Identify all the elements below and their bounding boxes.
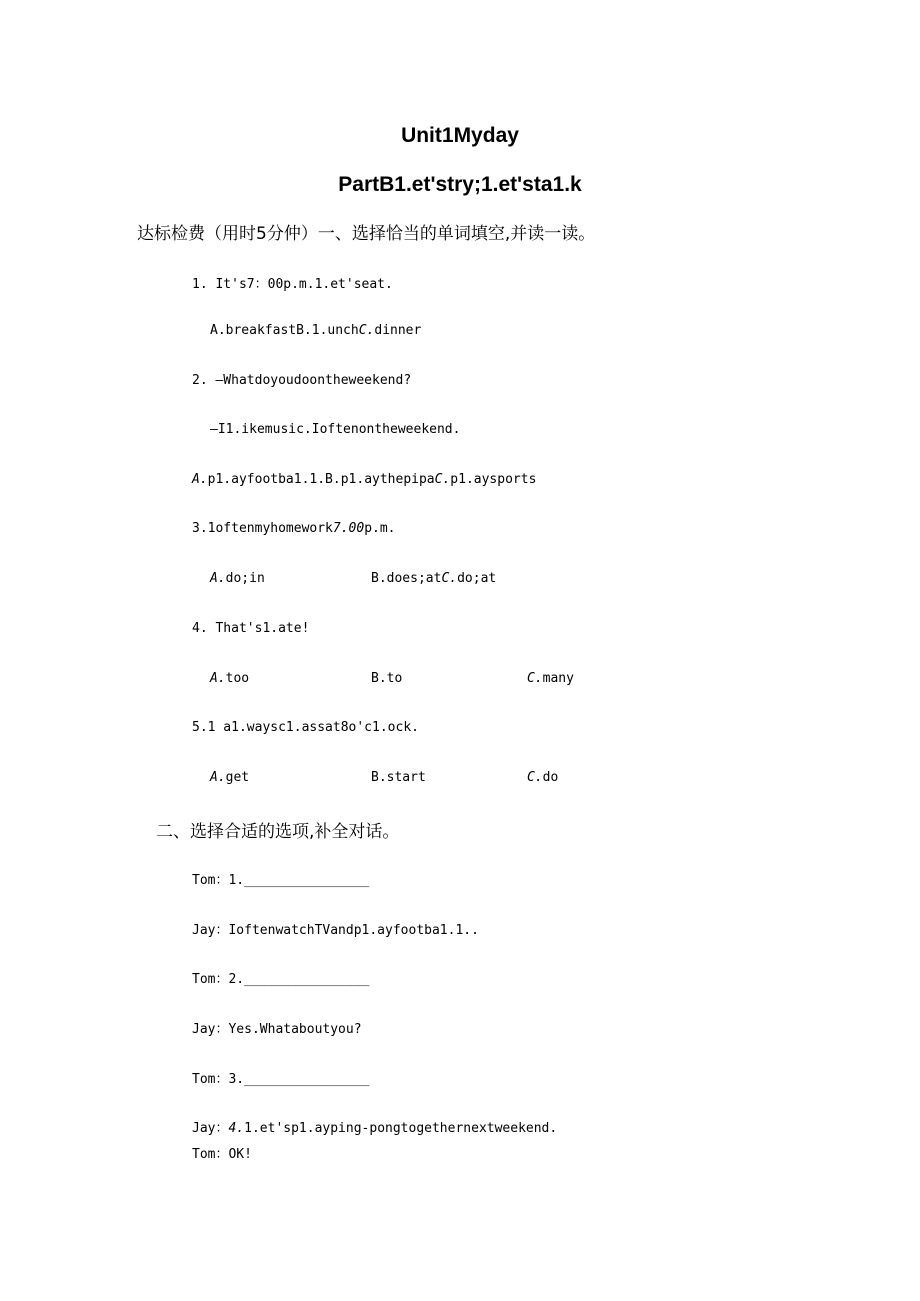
dialogue-line-1: Tom：1.________________ [192,873,370,888]
unit-title: Unit1Myday [401,124,519,147]
dialogue-line-3: Tom：2.________________ [192,972,370,987]
question-1-stem: 1. It's7：00p.m.1.et'seat. [192,277,393,292]
question-1-options-ab: A.breakfastB.1.unch [210,323,359,338]
question-3-stem-text: 3.1oftenmyhomework [192,521,333,536]
question-3-stem [192,521,396,536]
dialogue-line-6 [192,1117,557,1136]
option-c-text: many [542,671,574,686]
question-5-stem: 5.1 a1.waysc1.assat8o'c1.ock. [192,720,419,735]
question-4-stem: 4. That's1.ate! [192,621,310,636]
question-1-options [210,323,421,338]
dialogue-line-6-number: 4. [228,1121,245,1136]
option-a-text: do;in [225,571,265,586]
part-title: PartB1.et'stry;1.et'sta1.k [338,173,582,196]
question-4-option-b: B.to [371,671,403,686]
question-5-option-b: B.start [371,770,426,785]
dialogue-line-4: Jay：Yes.Whataboutyou? [192,1022,362,1037]
question-5-option-c [527,770,558,785]
dialogue-line-2: Jay：IoftenwatchTVandp1.ayfootba1.1.. [192,923,479,938]
option-a-text: too [225,671,250,686]
question-2-response: —I1.ikemusic.Ioftenontheweekend. [210,422,461,437]
option-c-letter: C. [527,671,543,686]
question-2-stem: 2. —Whatdoyoudoontheweekend? [192,373,412,388]
option-a-letter: A. [210,571,226,586]
option-c-letter: C. [527,770,543,785]
option-c-text: p1.aysports [450,472,537,487]
question-3-time: 7.00 [332,521,365,536]
option-a-letter: A. [210,671,226,686]
option-b-text: B.does;at [371,571,442,586]
section1-heading: 达标检费（用时5分仲）一、选择恰当的单词填空,并读一读。 [137,224,596,244]
dialogue-line-6-text: 1.et'sp1.ayping-pongtogethernextweekend. [244,1121,558,1136]
option-c-text: dinner [374,323,422,338]
option-ab-text: p1.ayfootba1.1.B.p1.aythepipa [207,472,435,487]
option-c-text: do;at [457,571,497,586]
question-4-option-a [210,671,249,686]
dialogue-line-5: Tom：3.________________ [192,1072,370,1087]
option-a-letter: A. [210,770,226,785]
dialogue-line-6-speaker: Jay： [192,1121,229,1136]
question-2-options [192,472,536,487]
section2-heading: 二、选择合适的选项,补全对话。 [156,822,400,842]
question-4-option-c [527,671,574,686]
option-c-text: do [542,770,559,785]
question-3-option-bc [371,571,496,586]
option-a-letter: A. [192,472,208,487]
question-3-option-a [210,571,265,586]
dialogue-line-7: Tom：OK! [192,1147,252,1162]
option-a-text: get [225,770,250,785]
question-3-stem-end: p.m. [364,521,396,536]
question-5-option-a [210,770,249,785]
option-c-letter: C. [441,571,458,586]
option-c-letter: C. [358,323,375,338]
option-c-letter: C. [434,472,451,487]
